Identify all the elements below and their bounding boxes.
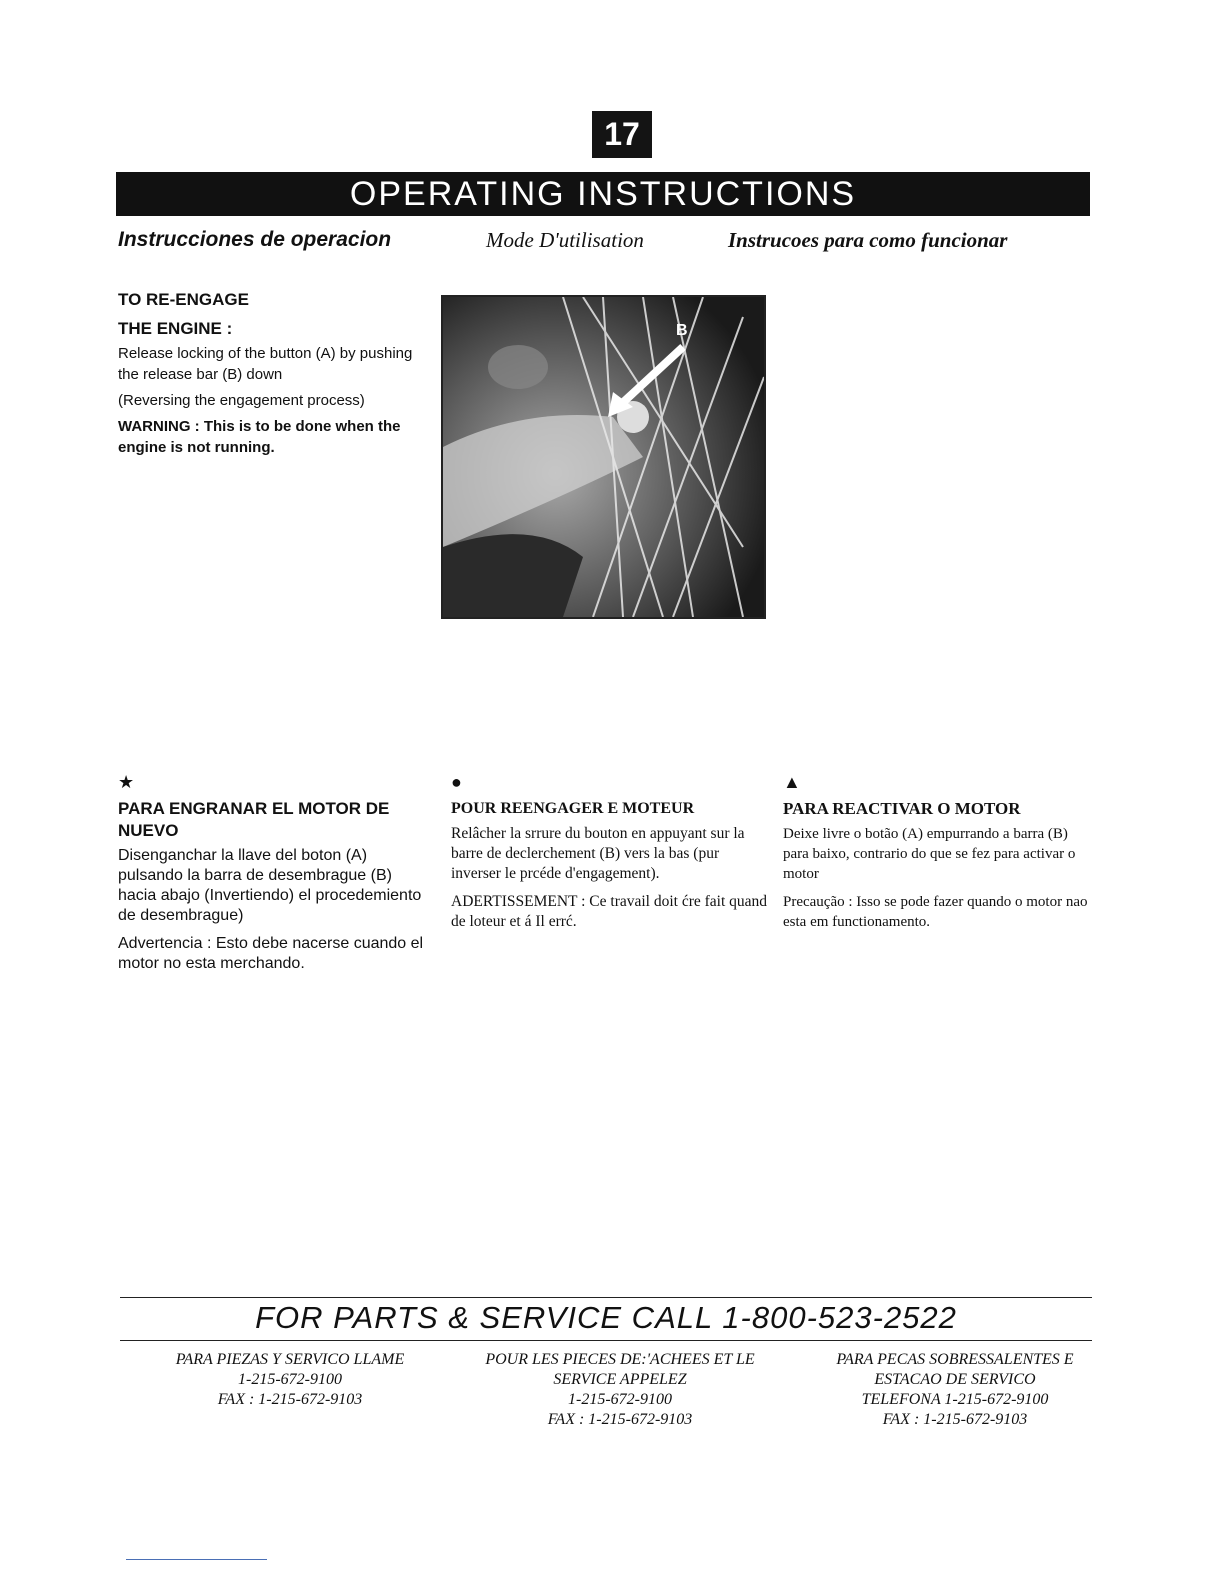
subtitle-portuguese: Instrucoes para como funcionar	[728, 228, 1008, 252]
star-icon: ★	[118, 772, 135, 792]
footer-spanish-line: 1-215-672-9100	[238, 1371, 342, 1388]
footer-french-line: 1-215-672-9100	[568, 1391, 672, 1408]
footer-bottom-rule	[120, 1340, 1092, 1341]
french-section	[451, 772, 771, 940]
portuguese-section	[783, 772, 1093, 940]
spanish-heading: PARA ENGRANAR EL MOTOR DE NUEVO	[118, 799, 390, 840]
english-paragraph-2: (Reversing the engagement process)	[118, 392, 365, 409]
footer-french	[460, 1350, 780, 1430]
english-warning: WARNING : This is to be done when the engine is not running.	[118, 418, 401, 456]
page-number: 17	[592, 111, 652, 158]
page-title: OPERATING INSTRUCTIONS	[116, 172, 1090, 216]
wheel-spokes-illustration	[443, 297, 764, 617]
footer-top-rule	[120, 1297, 1092, 1298]
spanish-section	[118, 772, 428, 982]
portuguese-paragraph-2: Precaução : Isso se pode fazer quando o motor nao esta em functionamento.	[783, 894, 1088, 930]
wheel-release-photo	[441, 295, 766, 619]
portuguese-heading: PARA REACTIVAR O MOTOR	[783, 799, 1021, 818]
footer-french-line: FAX : 1-215-672-9103	[547, 1411, 693, 1428]
photo-label-b: B	[676, 322, 688, 339]
footer-french-line: POUR LES PIECES DE:'ACHEES ET LE	[485, 1351, 755, 1368]
footer-spanish	[140, 1350, 440, 1410]
footer-portuguese-line: FAX : 1-215-672-9103	[882, 1411, 1028, 1428]
footer-french-line: SERVICE APPELEZ	[553, 1371, 687, 1388]
subtitle-spanish: Instrucciones de operacion	[118, 228, 392, 251]
french-heading: POUR REENGAGER E MOTEUR	[451, 800, 695, 817]
french-paragraph-2: ADERTISSEMENT : Ce travail doit ćre fait quand de loteur et á Il errć.	[451, 893, 768, 930]
english-paragraph-1: Release locking of the button (A) by pushing the release bar (B) down	[118, 345, 413, 383]
subtitle-french: Mode D'utilisation	[486, 228, 644, 252]
english-heading-line1: TO RE-ENGAGE	[118, 290, 249, 309]
parts-service-call-line: FOR PARTS & SERVICE CALL 1-800-523-2522	[255, 1300, 957, 1335]
footer-spanish-line: FAX : 1-215-672-9103	[217, 1391, 363, 1408]
bullet-dot-icon: ●	[451, 772, 462, 792]
portuguese-paragraph-1: Deixe livre o botão (A) empurrando a barra (B) para baixo, contrario do que se fez para activar o motor	[783, 826, 1076, 882]
footer-portuguese-line: TELEFONA 1-215-672-9100	[861, 1391, 1049, 1408]
english-instructions	[118, 285, 428, 463]
footer-portuguese-line: ESTACAO DE SERVICO	[874, 1371, 1036, 1388]
bottom-link-underline	[126, 1559, 267, 1560]
footer-portuguese	[790, 1350, 1120, 1430]
spanish-paragraph-2: Advertencia : Esto debe nacerse cuando el motor no esta merchando.	[118, 935, 424, 972]
footer-spanish-line: PARA PIEZAS Y SERVICO LLAME	[175, 1351, 405, 1368]
english-heading-line2: THE ENGINE :	[118, 319, 233, 338]
triangle-icon: ▲	[783, 772, 801, 792]
footer-portuguese-line: PARA PECAS SOBRESSALENTES E	[836, 1351, 1074, 1368]
french-paragraph-1: Relâcher la srrure du bouton en appuyant sur la barre de declerchement (B) vers la bas (pur inverser le prcéde d'engagement).	[451, 825, 745, 882]
spanish-paragraph-1: Disenganchar la llave del boton (A) pulsando la barra de desembrague (B) hacia abajo (Invertiendo) el procedemiento de desembrague)	[118, 847, 422, 924]
